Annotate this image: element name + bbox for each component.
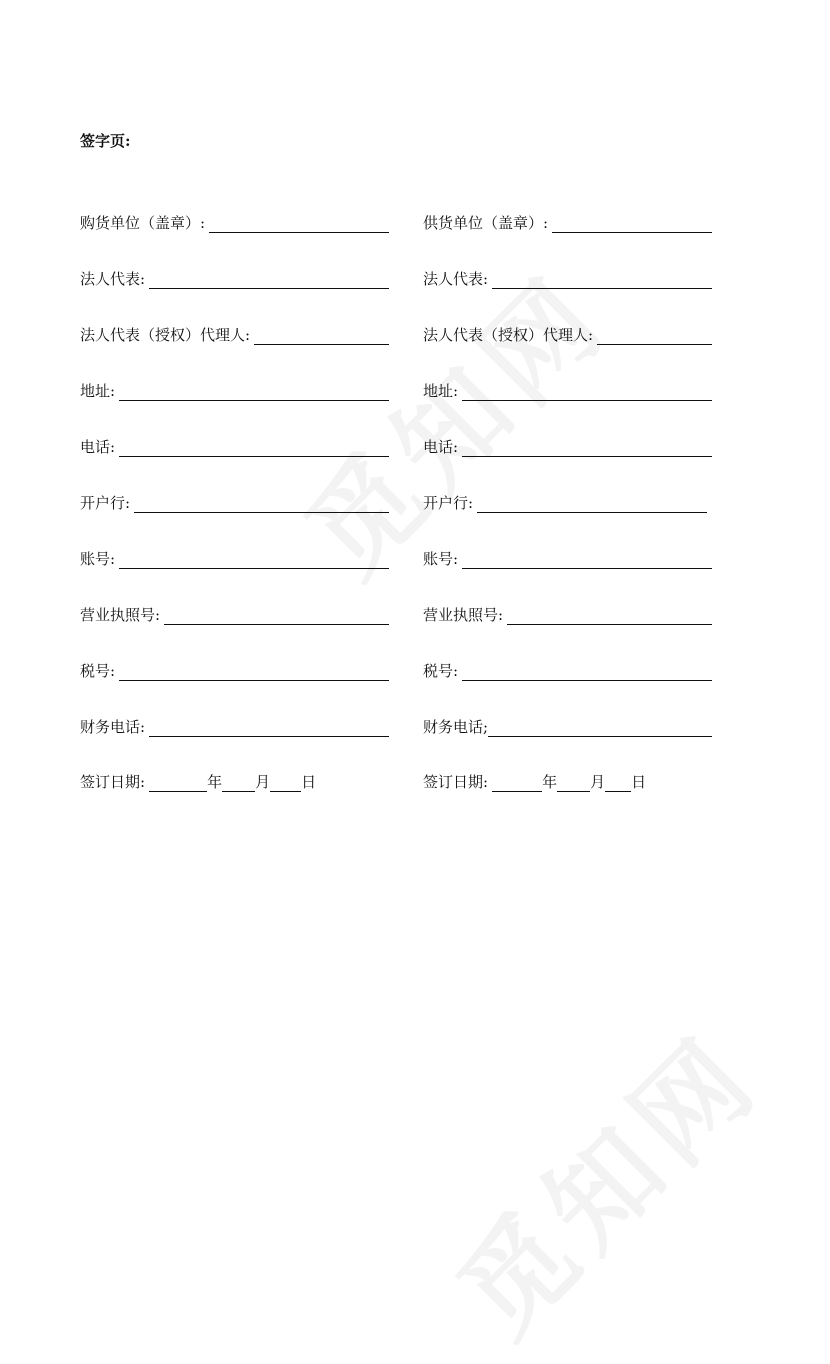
supplier-finance-phone-label: 财务电话; [423,718,489,736]
buyer-year-unit: 年 [207,773,223,791]
buyer-sign-date-label: 签订日期: [80,773,146,791]
buyer-month-unit: 月 [255,773,271,791]
buyer-finance-phone-field [80,717,389,737]
buyer-phone-label: 电话: [80,438,116,456]
buyer-legal-rep-blank[interactable] [149,271,389,289]
buyer-account-field [80,549,389,569]
supplier-finance-phone-blank[interactable] [488,719,712,737]
buyer-sign-date [80,772,316,792]
buyer-finance-phone-blank[interactable] [149,719,389,737]
supplier-bank-field [423,493,707,513]
supplier-finance-phone-field [423,717,712,737]
supplier-agent-label: 法人代表（授权）代理人: [423,326,594,344]
supplier-phone-label: 电话: [423,438,459,456]
buyer-month-blank[interactable] [222,774,255,792]
buyer-legal-rep-label: 法人代表: [80,270,146,288]
supplier-agent-field [423,325,712,345]
buyer-tax-id-blank[interactable] [119,663,389,681]
supplier-month-unit: 月 [590,773,606,791]
buyer-agent-blank[interactable] [254,327,389,345]
supplier-sign-date [423,772,646,792]
supplier-address-field [423,381,712,401]
watermark [418,994,789,1364]
buyer-day-blank[interactable] [270,774,301,792]
buyer-account-label: 账号: [80,550,116,568]
supplier-legal-rep-label: 法人代表: [423,270,489,288]
supplier-account-label: 账号: [423,550,459,568]
buyer-bank-blank[interactable] [134,495,389,513]
buyer-phone-field [80,437,389,457]
supplier-license-label: 营业执照号: [423,606,504,624]
supplier-phone-field [423,437,712,457]
page-heading: 签字页: [80,132,131,150]
buyer-tax-id-label: 税号: [80,662,116,680]
supplier-agent-blank[interactable] [597,327,712,345]
supplier-day-unit: 日 [631,773,647,791]
buyer-address-blank[interactable] [119,383,389,401]
buyer-finance-phone-label: 财务电话: [80,718,146,736]
supplier-bank-blank[interactable] [477,495,707,513]
supplier-license-blank[interactable] [507,607,712,625]
buyer-bank-label: 开户行: [80,494,131,512]
buyer-address-field [80,381,389,401]
supplier-day-blank[interactable] [605,774,631,792]
buyer-agent-field [80,325,389,345]
buyer-bank-field [80,493,389,513]
buyer-unit-field [80,213,389,233]
buyer-license-field [80,605,389,625]
buyer-tax-id-field [80,661,389,681]
buyer-day-unit: 日 [301,773,317,791]
buyer-agent-label: 法人代表（授权）代理人: [80,326,251,344]
supplier-account-field [423,549,712,569]
supplier-unit-field [423,213,712,233]
supplier-sign-date-label: 签订日期: [423,773,489,791]
supplier-legal-rep-blank[interactable] [492,271,712,289]
supplier-tax-id-field [423,661,712,681]
supplier-year-blank[interactable] [492,774,542,792]
supplier-year-unit: 年 [542,773,558,791]
buyer-account-blank[interactable] [119,551,389,569]
buyer-legal-rep-field [80,269,389,289]
supplier-account-blank[interactable] [462,551,712,569]
buyer-license-blank[interactable] [164,607,389,625]
supplier-unit-blank[interactable] [552,215,712,233]
supplier-address-blank[interactable] [462,383,712,401]
buyer-phone-blank[interactable] [119,439,389,457]
buyer-address-label: 地址: [80,382,116,400]
supplier-legal-rep-field [423,269,712,289]
supplier-phone-blank[interactable] [462,439,712,457]
supplier-unit-label: 供货单位（盖章）: [423,214,549,232]
supplier-tax-id-label: 税号: [423,662,459,680]
supplier-bank-label: 开户行: [423,494,474,512]
supplier-license-field [423,605,712,625]
supplier-address-label: 地址: [423,382,459,400]
buyer-unit-blank[interactable] [209,215,389,233]
supplier-tax-id-blank[interactable] [462,663,712,681]
buyer-year-blank[interactable] [149,774,207,792]
buyer-unit-label: 购货单位（盖章）: [80,214,206,232]
supplier-month-blank[interactable] [557,774,590,792]
buyer-license-label: 营业执照号: [80,606,161,624]
